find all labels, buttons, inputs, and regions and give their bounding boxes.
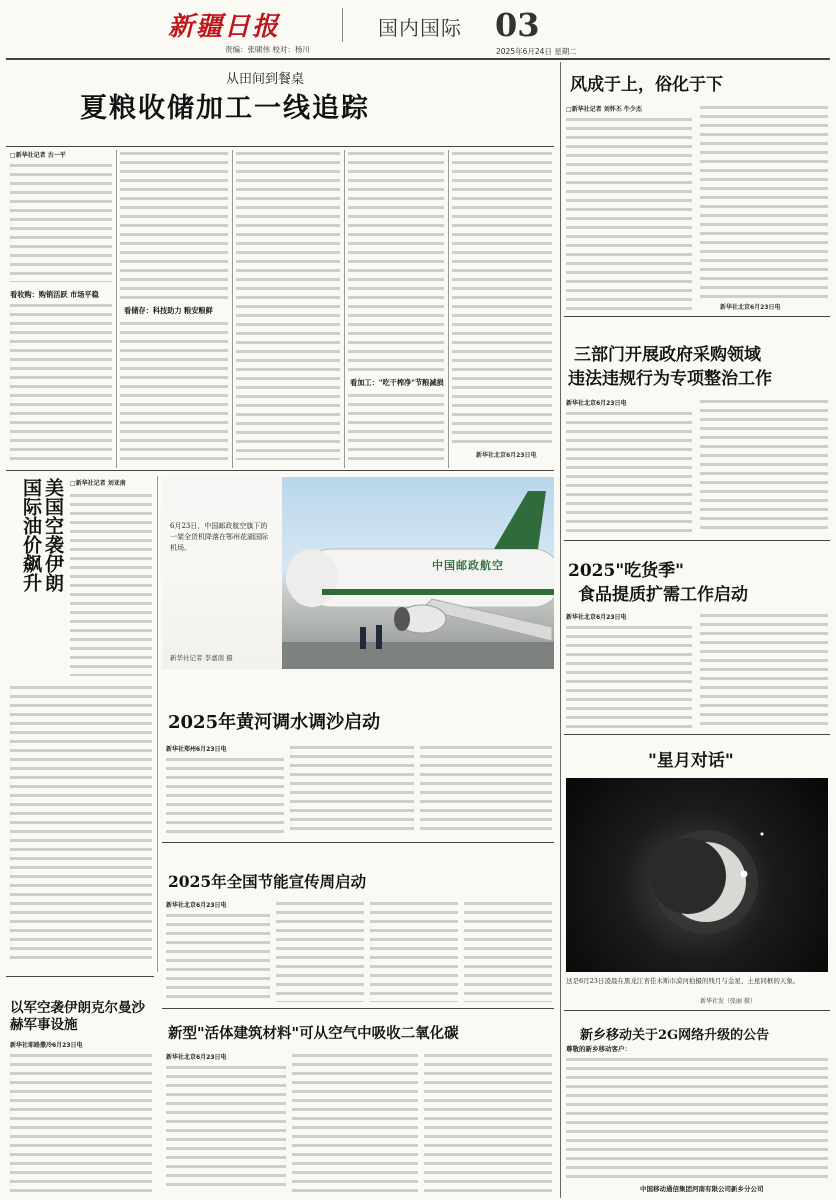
material-dateline: 新华社北京6月23日电 [166, 1054, 227, 1061]
caption-box [162, 477, 282, 669]
jieneng-body-3 [370, 900, 458, 1002]
lead-body-col2b [120, 320, 228, 460]
lead-subhead-2: 看储存：科技助力 粮安粮鲜 [124, 306, 213, 315]
material-body-3 [424, 1052, 552, 1192]
section-rule [162, 842, 554, 843]
commentary-byline: □新华社记者 刘怀丕 牛少杰 [566, 106, 642, 113]
masthead-rule [6, 58, 830, 60]
lead-body-col3 [236, 150, 340, 460]
editor-credits: 责编：张啸伟 校对：杨川 [225, 45, 310, 54]
food-headline-line2: 食品提质扩需工作启动 [578, 585, 748, 605]
commentary-body-2 [700, 104, 828, 300]
engine-intake [394, 607, 410, 631]
mideast-headline: 美国空袭伊朗 国际油价飙升 [20, 478, 64, 592]
jieneng-body-4 [464, 900, 552, 1002]
lead-subhead-3: 看加工："吃干榨净"节粮减损 [350, 378, 444, 387]
lead-body-col5 [452, 150, 552, 448]
section-rule [564, 316, 830, 317]
material-body-1 [166, 1064, 286, 1192]
col-divider [157, 476, 158, 972]
procurement-headline-line1: 三部门开展政府采购领域 [574, 345, 761, 365]
jieneng-dateline: 新华社北京6月23日电 [166, 902, 227, 909]
food-dateline: 新华社北京6月23日电 [566, 614, 627, 621]
lead-kicker: 从田间到餐桌 [226, 72, 305, 87]
huanghe-body-3 [420, 744, 552, 836]
notice-signature: 中国移动通信集团河南有限公司新乡分公司 [640, 1185, 764, 1193]
ground-crew-2 [376, 625, 382, 649]
food-headline-line1: 2025"吃货季" [568, 561, 685, 581]
lead-body-col1a [10, 162, 112, 282]
cargo-plane-photo [162, 477, 554, 669]
plane-tail [494, 491, 546, 549]
jieneng-body-1 [166, 912, 270, 1002]
col-divider [232, 150, 233, 468]
col-divider [344, 150, 345, 468]
lead-headline: 夏粮收储加工一线追踪 [80, 93, 370, 124]
moon-caption: 这是6月23日凌晨在黑龙江省佳木斯市漠河拍摄的残月与金星、土星同框的天象。 [566, 977, 800, 985]
material-body-2 [292, 1052, 418, 1192]
section-rule [564, 734, 830, 735]
huanghe-headline: 2025年黄河调水调沙启动 [168, 712, 381, 733]
section-rule [564, 1010, 830, 1011]
huanghe-body-1 [166, 756, 284, 836]
section-title: 国内国际 [378, 16, 462, 40]
material-headline: 新型"活体建筑材料"可从空气中吸收二氧化碳 [168, 1025, 459, 1042]
procurement-dateline: 新华社北京6月23日电 [566, 400, 627, 407]
lead-subhead-1: 看收购：购销活跃 市场平稳 [10, 290, 99, 299]
section-rule [162, 1008, 554, 1009]
moon-credit: 新华社发（张丽 摄） [700, 998, 756, 1005]
photo-credit: 新华社记者 李嘉南 摄 [170, 654, 233, 662]
israel-body [10, 1052, 152, 1192]
procurement-headline-line2: 违法违规行为专项整治工作 [568, 369, 772, 389]
lead-body-col4b [348, 392, 444, 460]
jieneng-body-2 [276, 900, 364, 1002]
commentary-body-1 [566, 116, 692, 312]
section-rule [6, 470, 554, 471]
notice-headline: 新乡移动关于2G网络升级的公告 [580, 1028, 770, 1043]
ground-crew-1 [360, 627, 366, 649]
plane-fuselage [302, 549, 554, 607]
section-rule [564, 540, 830, 541]
lead-credit: 新华社北京6月23日电 [476, 452, 537, 459]
airplane-image [282, 477, 554, 669]
notice-salutation: 尊敬的新乡移动客户： [566, 1045, 631, 1053]
saturn-star [760, 832, 763, 835]
mideast-body-b [10, 684, 152, 964]
commentary-headline: 风成于上，俗化于下 [570, 75, 723, 95]
moon-shadow [650, 838, 726, 914]
lead-body-col1b [10, 302, 112, 460]
lead-byline: □新华社记者 古一平 [10, 152, 66, 159]
page-number: 03 [495, 6, 540, 44]
moon-headline: "星月对话" [648, 751, 734, 771]
israel-headline: 以军空袭伊朗克尔曼沙赫军事设施 [10, 1000, 145, 1033]
moon-photo [566, 778, 828, 972]
col-divider [116, 150, 117, 468]
huanghe-body-2 [290, 744, 414, 836]
commentary-credit: 新华社北京6月23日电 [720, 304, 781, 311]
jieneng-headline: 2025年全国节能宣传周启动 [168, 872, 367, 891]
col-divider [448, 150, 449, 468]
logo-separator [342, 8, 343, 42]
moon-image [566, 778, 828, 972]
mideast-bottom-rule [6, 976, 154, 977]
food-body-2 [700, 612, 828, 728]
procurement-body-1 [566, 410, 692, 534]
plane-cheatline [322, 589, 554, 595]
right-col-divider [560, 62, 561, 1198]
plane-nose [286, 549, 338, 607]
notice-body [566, 1056, 828, 1180]
mideast-body-a [70, 492, 152, 676]
huanghe-dateline: 新华社郑州6月23日电 [166, 746, 227, 753]
photo-caption: 6月23日，中国邮政航空旗下的一架全货机降落在鄂州花湖国际机场。 [170, 522, 268, 552]
lead-body-col4a [348, 150, 444, 372]
runway [282, 642, 554, 669]
venus-star [741, 871, 748, 878]
procurement-body-2 [700, 398, 828, 534]
lead-rule [6, 146, 554, 147]
newspaper-logo: 新疆日报 [168, 12, 281, 42]
lead-body-col2a [120, 150, 228, 300]
masthead [0, 0, 836, 60]
plane-livery-text: 中国邮政航空 [432, 559, 504, 572]
issue-date: 2025年6月24日 星期二 [496, 47, 577, 56]
israel-dateline: 新华社耶路撒冷6月23日电 [10, 1042, 83, 1049]
food-body-1 [566, 624, 692, 728]
mideast-byline: □新华社记者 刘亚南 [70, 480, 126, 487]
